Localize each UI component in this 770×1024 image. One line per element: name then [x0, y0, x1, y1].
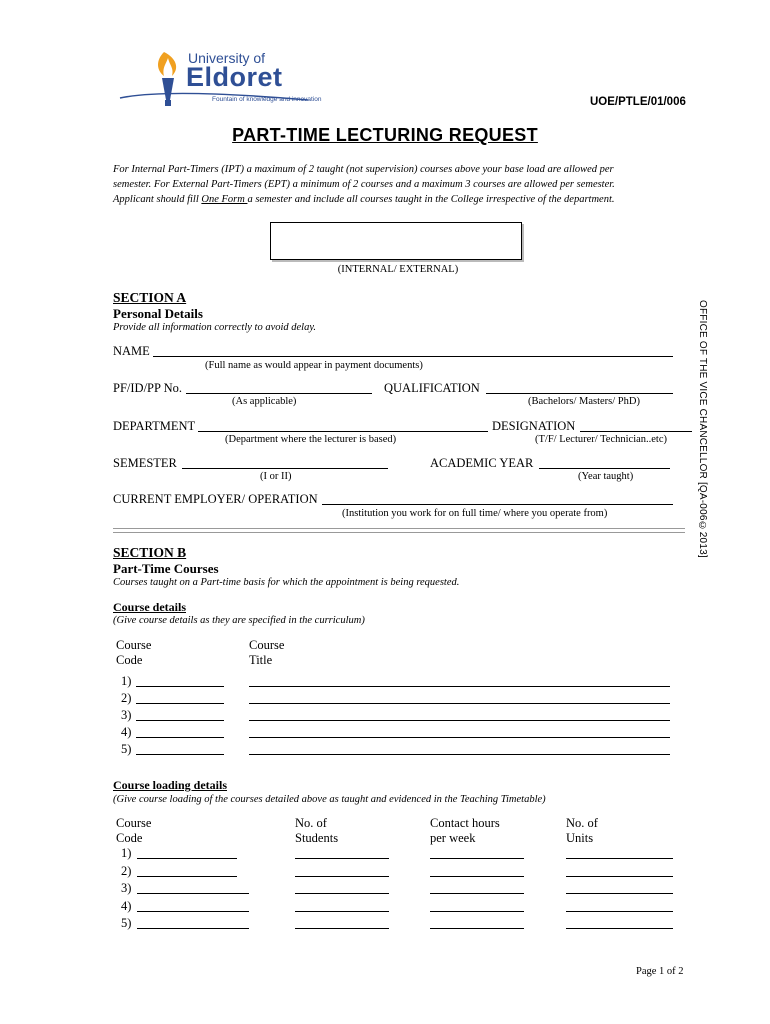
course-title-header-2: Title — [249, 653, 273, 667]
loading-hours-input-line[interactable] — [430, 858, 524, 859]
loading-units-header: Units — [566, 831, 594, 845]
loading-hours-input-line[interactable] — [430, 876, 524, 877]
loading-units-input-line[interactable] — [566, 858, 673, 859]
course-title-input-line[interactable] — [249, 686, 670, 687]
course-code-input-line[interactable] — [136, 703, 224, 704]
loading-row-number: 2) — [121, 864, 132, 878]
loading-code-input-line[interactable] — [137, 911, 249, 912]
designation-label: DESIGNATION — [492, 419, 576, 433]
section-b-note: Courses taught on a Part-time basis for which the appointment is being requested. — [113, 577, 460, 588]
loading-row-number: 4) — [121, 899, 132, 913]
department-label: DEPARTMENT — [113, 419, 196, 433]
course-code-input-line[interactable] — [136, 754, 224, 755]
designation-input-line[interactable] — [580, 431, 692, 432]
logo-line1: University of — [188, 50, 266, 66]
course-title-input-line[interactable] — [249, 737, 670, 738]
loading-hours-header: per week — [430, 831, 476, 845]
employer-label: CURRENT EMPLOYER/ OPERATION — [113, 492, 318, 506]
course-title-input-line[interactable] — [249, 754, 670, 755]
loading-code-input-line[interactable] — [137, 893, 249, 894]
course-code-input-line[interactable] — [136, 720, 224, 721]
section-b-heading: SECTION B — [113, 545, 187, 560]
section-divider — [113, 528, 685, 533]
semester-input-line[interactable] — [182, 468, 388, 469]
course-code-input-line[interactable] — [136, 737, 224, 738]
loading-students-header: No. of — [295, 816, 327, 830]
employer-hint: (Institution you work for on full time/ where you operate from) — [342, 508, 608, 519]
loading-units-input-line[interactable] — [566, 876, 673, 877]
department-input-line[interactable] — [198, 431, 488, 432]
logo-line2: Eldoret — [186, 62, 283, 92]
course-row-number: 1) — [121, 674, 132, 688]
side-office-text: OFFICE OF THE VICE CHANCELLOR [QA-006©2013] — [697, 300, 708, 558]
course-loading-note: (Give course loading of the courses detailed above as taught and evidenced in the Teaching Timetable) — [113, 794, 546, 805]
loading-units-input-line[interactable] — [566, 911, 673, 912]
loading-students-header: Students — [295, 831, 339, 845]
semester-label: SEMESTER — [113, 456, 177, 470]
pf-label: PF/ID/PP No. — [113, 381, 183, 395]
course-row-number: 3) — [121, 708, 132, 722]
designation-hint: (T/F/ Lecturer/ Technician..etc) — [535, 434, 668, 445]
loading-row-number: 5) — [121, 916, 132, 930]
loading-row-number: 1) — [121, 846, 132, 860]
course-code-input-line[interactable] — [136, 686, 224, 687]
section-b-subheading: Part-Time Courses — [113, 561, 219, 576]
section-a-note: Provide all information correctly to avoid delay. — [113, 322, 317, 333]
loading-hours-input-line[interactable] — [430, 928, 524, 929]
qualification-label: QUALIFICATION — [384, 381, 480, 395]
intro-text: For Internal Part-Timers (IPT) a maximum of 2 taught (not supervision) courses above your base load are allowed per semester. For External Part-Timers (EPT) a minimum of 2 courses and a maximum 3 courses are allowed per semester. Applicant should fill One Form a semester and include all courses taught in the College irrespective of the department. — [113, 164, 615, 205]
employer-input-line[interactable] — [322, 504, 673, 505]
course-details-note: (Give course details as they are specified in the curriculum) — [113, 615, 365, 626]
page-number: Page 1 of 2 — [636, 966, 684, 977]
loading-hours-header: Contact hours — [430, 816, 500, 830]
internal-external-field[interactable] — [270, 222, 522, 260]
course-row-number: 2) — [121, 691, 132, 705]
academic-year-input-line[interactable] — [539, 468, 670, 469]
loading-students-input-line[interactable] — [295, 876, 389, 877]
course-title-input-line[interactable] — [249, 703, 670, 704]
course-code-header-2: Code — [116, 653, 143, 667]
department-hint: (Department where the lecturer is based) — [225, 434, 397, 445]
loading-hours-input-line[interactable] — [430, 893, 524, 894]
course-details-heading: Course details — [113, 600, 186, 614]
loading-row-number: 3) — [121, 881, 132, 895]
loading-students-input-line[interactable] — [295, 928, 389, 929]
logo-tagline: Fountain of knowledge and innovation — [212, 96, 322, 103]
loading-students-input-line[interactable] — [295, 911, 389, 912]
loading-students-input-line[interactable] — [295, 858, 389, 859]
academic-year-hint: (Year taught) — [578, 471, 634, 482]
qualification-input-line[interactable] — [486, 393, 673, 394]
qualification-hint: (Bachelors/ Masters/ PhD) — [528, 396, 640, 407]
loading-code-header: Course — [116, 816, 152, 830]
page-title: PART-TIME LECTURING REQUEST — [232, 125, 538, 145]
name-label: NAME — [113, 344, 150, 358]
course-row-number: 4) — [121, 725, 132, 739]
name-hint: (Full name as would appear in payment documents) — [205, 360, 423, 371]
loading-students-input-line[interactable] — [295, 893, 389, 894]
name-input-line[interactable] — [153, 356, 673, 357]
course-title-header-1: Course — [249, 638, 285, 652]
internal-external-label: (INTERNAL/ EXTERNAL) — [337, 264, 459, 275]
loading-hours-input-line[interactable] — [430, 911, 524, 912]
loading-units-input-line[interactable] — [566, 928, 673, 929]
reference-code: UOE/PTLE/01/006 — [590, 96, 686, 108]
pf-input-line[interactable] — [186, 393, 372, 394]
course-loading-heading: Course loading details — [113, 778, 228, 792]
semester-hint: (I or II) — [260, 471, 292, 482]
loading-code-input-line[interactable] — [137, 928, 249, 929]
loading-units-header: No. of — [566, 816, 598, 830]
course-code-header-1: Course — [116, 638, 152, 652]
section-a-heading: SECTION A — [113, 290, 187, 305]
loading-units-input-line[interactable] — [566, 893, 673, 894]
loading-code-input-line[interactable] — [137, 858, 237, 859]
academic-year-label: ACADEMIC YEAR — [430, 456, 534, 470]
pf-hint: (As applicable) — [232, 396, 297, 407]
course-row-number: 5) — [121, 742, 132, 756]
course-title-input-line[interactable] — [249, 720, 670, 721]
loading-code-header: Code — [116, 831, 143, 845]
loading-code-input-line[interactable] — [137, 876, 237, 877]
section-a-subheading: Personal Details — [113, 306, 203, 321]
